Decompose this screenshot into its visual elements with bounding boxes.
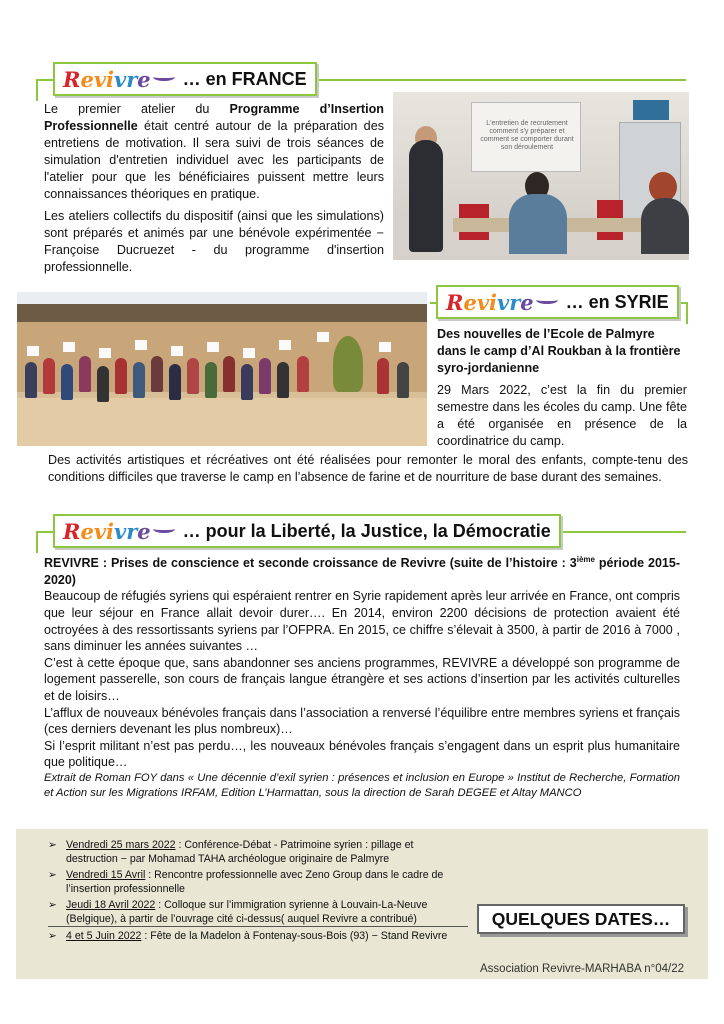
citation: Extrait de Roman FOY dans « Une décennie d’exil syrien : présences et inclusion en Europe » Institut de Recherche, Formation et Action sur les Migrations IRFAM, Edition L’Harmattan, sous la direction de Sarah DEGEE et Altay MANCO — [44, 771, 680, 799]
paragraph: Les ateliers collectifs du dispositif (ainsi que les simulations) sont préparés et animés par une bénévole expérimentée − Françoise Ducruezet - du programme d'insertion professionnelle. — [44, 209, 384, 274]
list-item: ➢ Vendredi 15 Avril : Rencontre professionnelle avec Zeno Group dans le cadre de l’insertion professionnelle — [48, 868, 468, 896]
list-item: ➢ 4 et 5 Juin 2022 : Fête de la Madelon à Fontenay-sous-Bois (93) − Stand Revivre — [48, 929, 468, 943]
dates-list — [48, 838, 468, 945]
revivre-logo: R evi vr e — [446, 290, 558, 315]
syrie-text-2: Des activités artistiques et récréatives ont été réalisées pour remonter le moral des enfants, compte-tenu des conditions difficiles que traverse le camp en l’absence de farine et de nourriture de base durant des semaines. — [48, 453, 688, 484]
section-badge-liberte — [53, 514, 561, 548]
section-title: … en SYRIE — [565, 291, 669, 312]
liberte-text — [44, 552, 680, 801]
liberte-heading: REVIVRE : Prises de conscience et seconde croissance de Revivre (suite de l’histoire : 3ième période 2015-2020) — [44, 555, 680, 587]
france-text — [44, 101, 384, 281]
section-title: … en FRANCE — [182, 68, 307, 89]
photo-atelier-france — [393, 92, 689, 260]
paragraph: Le premier atelier du Programme d’Insertion Professionnelle était centré autour de la préparation des entretiens de motivation. Il sera suivi de trois séances de simulation d'entretien individuel avec les participants de l'atelier pour que les bénéficiaires puissent mettre leurs connaissances théoriques en pratique. — [44, 102, 384, 201]
revivre-logo: R evi vr e — [63, 519, 175, 544]
paragraph: L’afflux de nouveaux bénévoles français dans l’association a renversé l’équilibre entre membres syriens et français (ces derniers devenant les plus nombreux)… — [44, 705, 680, 737]
list-item: ➢ Jeudi 18 Avril 2022 : Colloque sur l’immigration syrienne à Louvain-La-Neuve (Belgique), à partir de l’ouvrage cité ci-dessus( auquel Revivre a contribué) — [48, 898, 468, 927]
footer: Association Revivre-MARHABA n°04/22 — [480, 963, 685, 975]
paragraph: Si l’esprit militant n’est pas perdu…, les nouveaux bénévoles français s’engagent dans un esprit plus humanitaire que politique… — [44, 738, 680, 770]
projected-slide-text: L'entretien de recrutement comment s'y préparer et comment se comporter durant son déroulement — [480, 120, 574, 151]
revivre-logo: R evi vr e — [63, 67, 175, 92]
section-title: … pour la Liberté, la Justice, la Démocratie — [182, 520, 551, 541]
syrie-text-1: 29 Mars 2022, c’est la fin du premier semestre dans les écoles du camp. Une fête a été organisée en présence de la coordinatrice du camp. — [437, 383, 687, 448]
list-item: ➢ Vendredi 25 mars 2022 : Conférence-Débat - Patrimoine syrien : pillage et destruction − par Mohamad TAHA archéologue originaire de Palmyre — [48, 838, 468, 866]
dates-title-box: QUELQUES DATES… — [477, 904, 685, 934]
syrie-subtitle: Des nouvelles de l’Ecole de Palmyre dans le camp d’Al Roukban à la frontière syro-jordanienne — [437, 327, 681, 375]
photo-camp-syrie — [17, 292, 427, 446]
paragraph: Beaucoup de réfugiés syriens qui espéraient rentrer en Syrie rapidement après leur arrivée en France, ont compris que leur séjour en France allait devoir durer…. En 2014, environ 2200 décisions de protection avaient été octroyées à des ressortissants syriens par l’OFPRA. En 2015, ce chiffre s’élevait à 3500, à partir de 2016 à 7000 , sans diminuer les années suivantes … — [44, 589, 680, 654]
paragraph: C’est à cette époque que, sans abandonner ses anciens programmes, REVIVRE a développé son programme de logement passerelle, son cours de français langue étrangère et ses actions d’insertion par les activités culturelles et de loisirs… — [44, 655, 680, 703]
section-badge-france — [53, 62, 317, 96]
section-badge-syrie — [436, 285, 679, 319]
